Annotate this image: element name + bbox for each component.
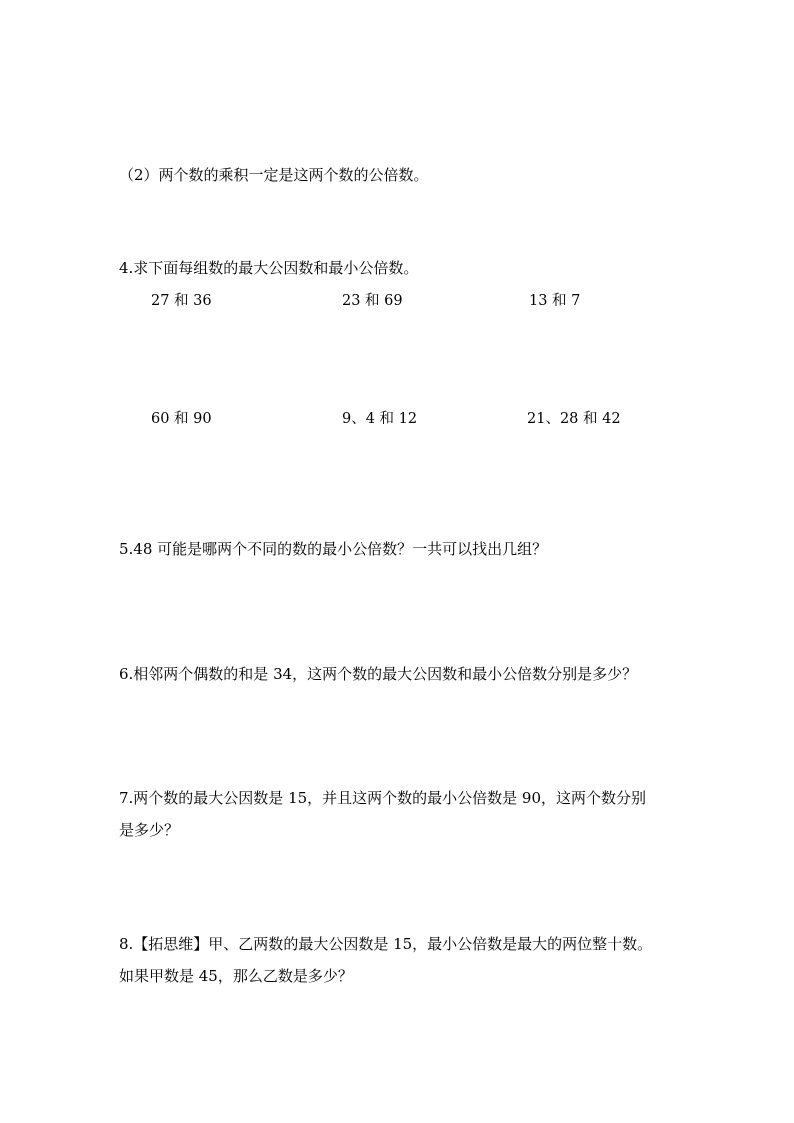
question-5: 5.48 可能是哪两个不同的数的最小公倍数？一共可以找出几组？ (119, 540, 548, 558)
q4-pair-6: 21、28 和 42 (527, 411, 621, 427)
question-8-line-2: 如果甲数是 45，那么乙数是多少？ (119, 967, 353, 985)
question-4-prompt: 4.求下面每组数的最大公因数和最小公倍数。 (119, 259, 419, 277)
question-8-line-1: 8.【拓思维】甲、乙两数的最大公因数是 15，最小公倍数是最大的两位整十数。 (119, 935, 653, 953)
question-7-line-2: 是多少？ (119, 821, 180, 839)
question-6: 6.相邻两个偶数的和是 34，这两个数的最大公因数和最小公倍数分别是多少？ (119, 665, 638, 683)
question-7-line-1: 7.两个数的最大公因数是 15，并且这两个数的最小公倍数是 90，这两个数分别 (119, 789, 647, 807)
q4-pair-2: 23 和 69 (342, 293, 403, 309)
q4-pair-1: 27 和 36 (151, 293, 212, 309)
q4-pair-3: 13 和 7 (529, 293, 581, 309)
question-3-part-2: （2）两个数的乘积一定是这两个数的公倍数。 (119, 166, 429, 184)
q4-pair-5: 9、4 和 12 (342, 411, 418, 427)
q4-pair-4: 60 和 90 (151, 411, 212, 427)
